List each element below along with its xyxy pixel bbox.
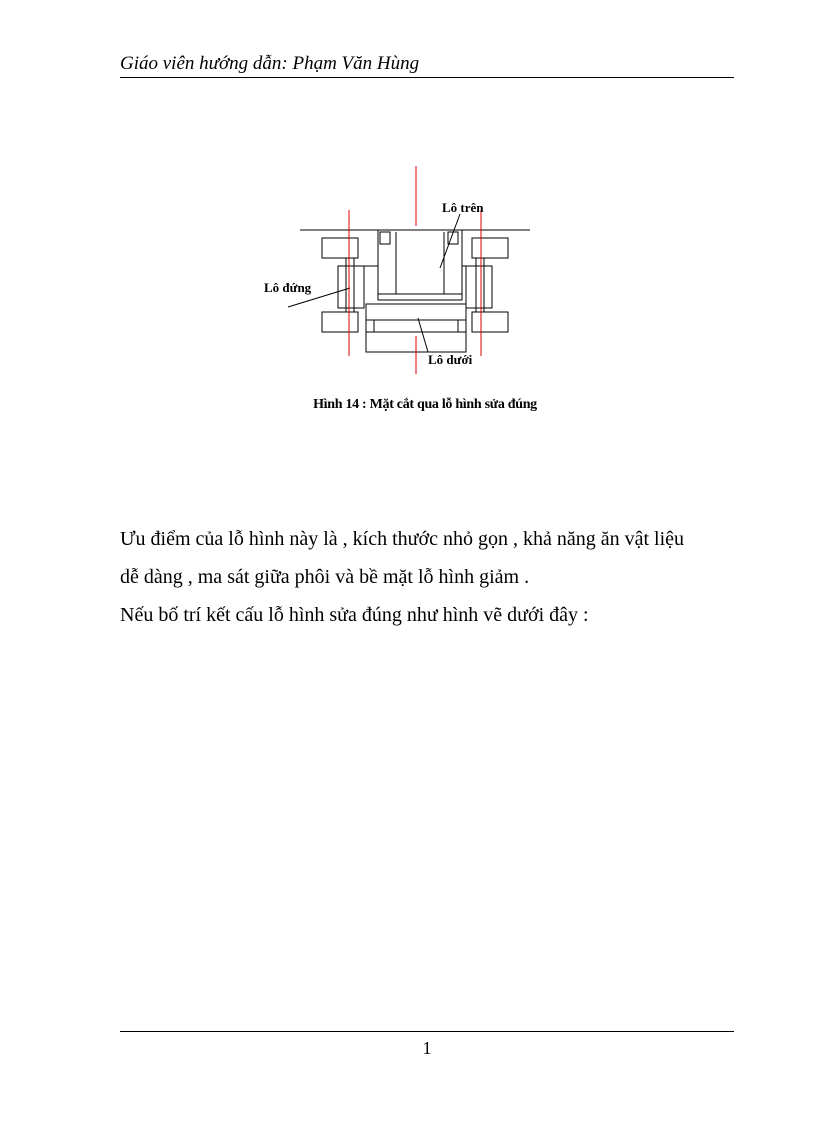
- leader-bottom-roll: [418, 318, 428, 352]
- top-roll-hub-left: [380, 232, 390, 244]
- right-vertical-roll: [466, 266, 492, 308]
- left-vertical-roll: [338, 266, 364, 308]
- paragraph-1-line-2: dễ dàng , ma sát giữa phôi và bề mặt lỗ hình giảm .: [120, 566, 530, 588]
- page-number: 1: [422, 1038, 432, 1058]
- figure-caption: Hình 14 : Mặt cắt qua lỗ hình sửa đúng: [313, 397, 537, 412]
- label-top-roll: Lô trên: [442, 200, 484, 215]
- label-vertical-roll: Lô đứng: [264, 280, 312, 295]
- paragraph-1-line-1: Ưu điểm của lỗ hình này là , kích thước nhỏ gọn , khả năng ăn vật liệu: [120, 528, 685, 550]
- label-bottom-roll: Lô dưới: [428, 352, 473, 367]
- right-lower-roll: [472, 312, 508, 332]
- paragraph-2: Nếu bố trí kết cấu lỗ hình sửa đúng như hình vẽ dưới đây :: [120, 604, 589, 626]
- bottom-roll-collar-left: [366, 320, 374, 332]
- body-text: [120, 520, 734, 634]
- roll-pass-diagram: [250, 160, 570, 380]
- roll-pass-figure: [250, 160, 570, 380]
- left-upper-roll: [322, 238, 358, 258]
- bottom-roll-collar-right: [458, 320, 466, 332]
- page-header: Giáo viên hướng dẫn: Phạm Văn Hùng: [120, 53, 420, 74]
- leader-top-roll: [440, 214, 460, 268]
- footer-divider: [120, 1031, 734, 1032]
- header-divider: [120, 77, 734, 78]
- top-roll-body: [378, 230, 462, 294]
- pass-frame: [364, 266, 466, 300]
- right-upper-roll: [472, 238, 508, 258]
- left-lower-roll: [322, 312, 358, 332]
